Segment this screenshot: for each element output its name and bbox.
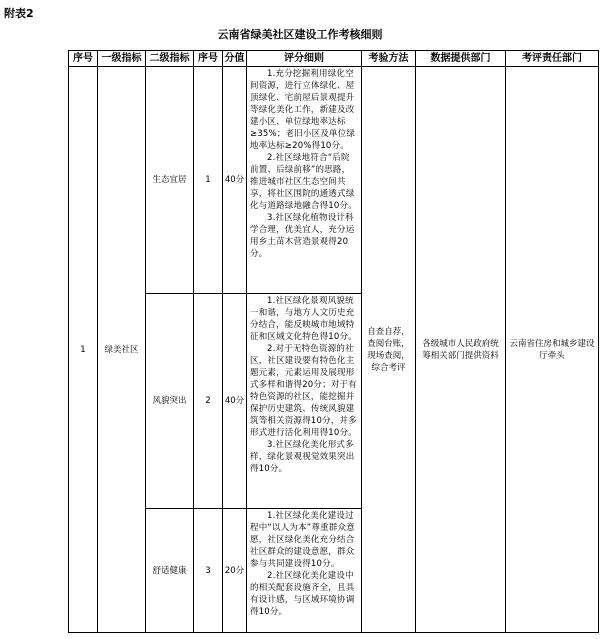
detail-paragraph: 1.充分挖掘利用绿化空间资源，进行立体绿化、屋顶绿化、宅前屋后景观提升等绿化美化工作，新建及改建小区、单位绿地率达标≥35%；老旧小区及单位绿地率达标≥20%得10分。	[250, 69, 356, 151]
cell-detail	[247, 67, 362, 294]
header-detail: 评分细则	[247, 51, 362, 67]
cell-level2: 舒适健康	[146, 509, 194, 633]
assessment-table	[68, 50, 599, 633]
header-method: 考验方法	[362, 51, 416, 67]
header-seq2: 序号	[194, 51, 223, 67]
cell-level2: 生态宜居	[146, 67, 194, 294]
detail-paragraph: 1.社区绿化美化建设过程中“以人为本”尊重群众意愿，社区绿化美化充分结合社区群众的建设意愿，群众参与共同建设得10分。	[250, 511, 355, 569]
header-provider: 数据提供部门	[416, 51, 506, 67]
cell-responsible: 云南省住房和城乡建设厅牵头	[506, 67, 599, 633]
page-title: 云南省绿美社区建设工作考核细则	[217, 28, 383, 41]
detail-paragraph: 2.社区绿化美化建设中的相关配套设施齐全，且具有设计感，与区域环境协调得10分。	[250, 571, 355, 617]
detail-paragraph: 3.社区绿化植物设计科学合理，优美宜人，充分运用乡土苗木营造景观得20分。	[250, 213, 355, 259]
cell-score: 40分	[223, 294, 247, 509]
cell-level2: 风貌突出	[146, 294, 194, 509]
header-responsible: 考评责任部门	[506, 51, 599, 67]
header-score: 分值	[223, 51, 247, 67]
table-row	[69, 67, 599, 294]
detail-paragraph: 1.社区绿化景观风貌统一和谐，与地方人文历史充分结合，能反映城市地域特征和区域文化特色得10分。	[250, 296, 357, 342]
cell-detail	[247, 294, 362, 509]
detail-paragraph: 2.社区绿地符合“后院前置、后绿前移”的思路，推进城市社区生态空间共享，将社区围院的通透式绿化与道路绿地融合得10分。	[250, 153, 357, 211]
attachment-label: 附表2	[4, 7, 34, 20]
cell-seq2: 3	[194, 509, 223, 633]
cell-seq: 1	[69, 67, 98, 633]
cell-score: 40分	[223, 67, 247, 294]
header-row	[69, 51, 599, 67]
cell-level1: 绿美社区	[98, 67, 146, 633]
cell-method: 自查自荐，查阅台账，现场查阅，综合考评	[362, 67, 416, 633]
cell-score: 20分	[223, 509, 247, 633]
header-seq: 序号	[69, 51, 98, 67]
cell-seq2: 1	[194, 67, 223, 294]
detail-paragraph: 2.对于无特色资源的社区，社区建设要有特色化主题元素，元素运用及展现形式多样和谐得20分；对于有特色资源的社区，能挖掘并保护历史建筑、传统风貌建筑等相关资源得10分，并多形式进行活化利用得10分。	[250, 344, 357, 438]
header-level2: 二级指标	[146, 51, 194, 67]
detail-paragraph: 3.社区绿化美化形式多样，绿化景观视觉效果突出得10分。	[250, 440, 355, 474]
cell-provider: 各级城市人民政府统筹相关部门提供资料	[416, 67, 506, 633]
cell-detail	[247, 509, 362, 633]
cell-seq2: 2	[194, 294, 223, 509]
header-level1: 一级指标	[98, 51, 146, 67]
